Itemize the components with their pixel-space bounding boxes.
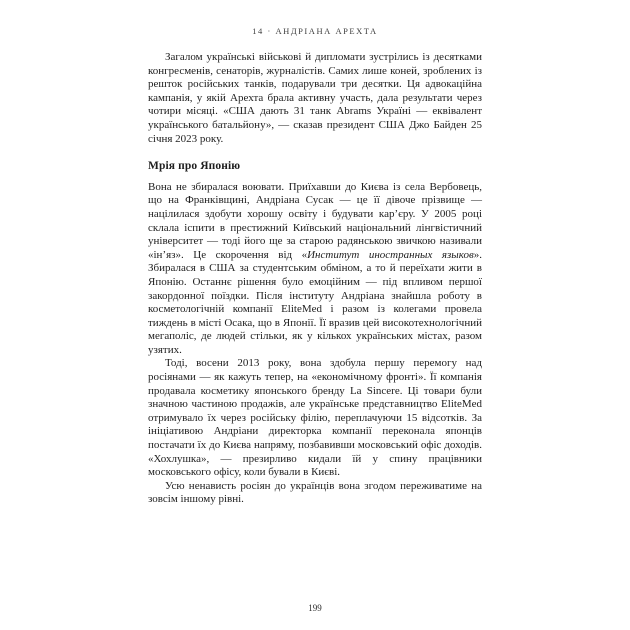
text-segment: Тоді, восени 2013 року, вона здобула першу перемогу над росіянами — як кажуть тепер, на «економічному фронті». Її компанія продавала косметику японського бренду La Sincere. Ці товари були значною частиною продажів, але українське представництво EliteMed отримувало їх через російську філію, переплачуючи 15 відсотків. За ініціативою Андріани директорка компанії переконала японців постачати їх до Києва напряму, позбавивши московський офіс доходів. «Хохлушка», — презирливо кидали їй у спину працівники московського офісу, коли бували в Києві. xyxy=(148,357,482,479)
page-number: 199 xyxy=(308,603,322,613)
text-segment: Усю ненависть росіян до українців вона згодом переживатиме на зовсім іншому рівні. xyxy=(148,479,482,506)
paragraph xyxy=(148,51,482,146)
page-body xyxy=(148,51,482,507)
paragraph xyxy=(148,181,482,358)
paragraph xyxy=(148,357,482,479)
text-segment: Загалом українські військові й дипломати зустрілись із десятками конгресменів, сенаторів, журналістів. Самих лише коней, зроблених із решток російських танків, подарували три десятки. Ця адвокаційна кампанія, у якій Арехта брала активну участь, дала результати через чотири місяці. «США дають 31 танк Abrams Україні — еквівалент українського батальйону», — сказав президент США Джо Байден 25 січня 2023 року. xyxy=(148,51,482,145)
text-segment: Вона не збиралася воювати. Приїхавши до Києва із села Вербовець, що на Франківщині, Андріана Сусак — це її дівоче прізвище — націлилася здобути хорошу освіту і будувати кар’єру. У 2005 році склала іспити в престижний Київський національний лінгвістичний університет — тоді його ще за старою радянською звичкою називали «ін’яз». Це скорочення від « xyxy=(148,180,482,261)
running-header: 14 · АНДРІАНА АРЕХТА xyxy=(252,26,378,36)
text-segment: ». Збиралася в США за студентським обміном, а то й переїхати жити в Японію. Останнє рішення було емоційним — під впливом першої закордонної поїздки. Після інституту Андріана знайшла роботу в косметологічній компанії EliteMed і разом із колегами провела тиждень в місті Осака, що в Японії. Її вразив цей високотехнологічний мегаполіс, де людей стільки, як у кількох українських містах, разом узятих. xyxy=(148,248,482,356)
paragraph xyxy=(148,480,482,507)
italic-text: Институт иностранных языков xyxy=(307,248,474,261)
section-heading: Мрія про Японію xyxy=(148,160,241,173)
